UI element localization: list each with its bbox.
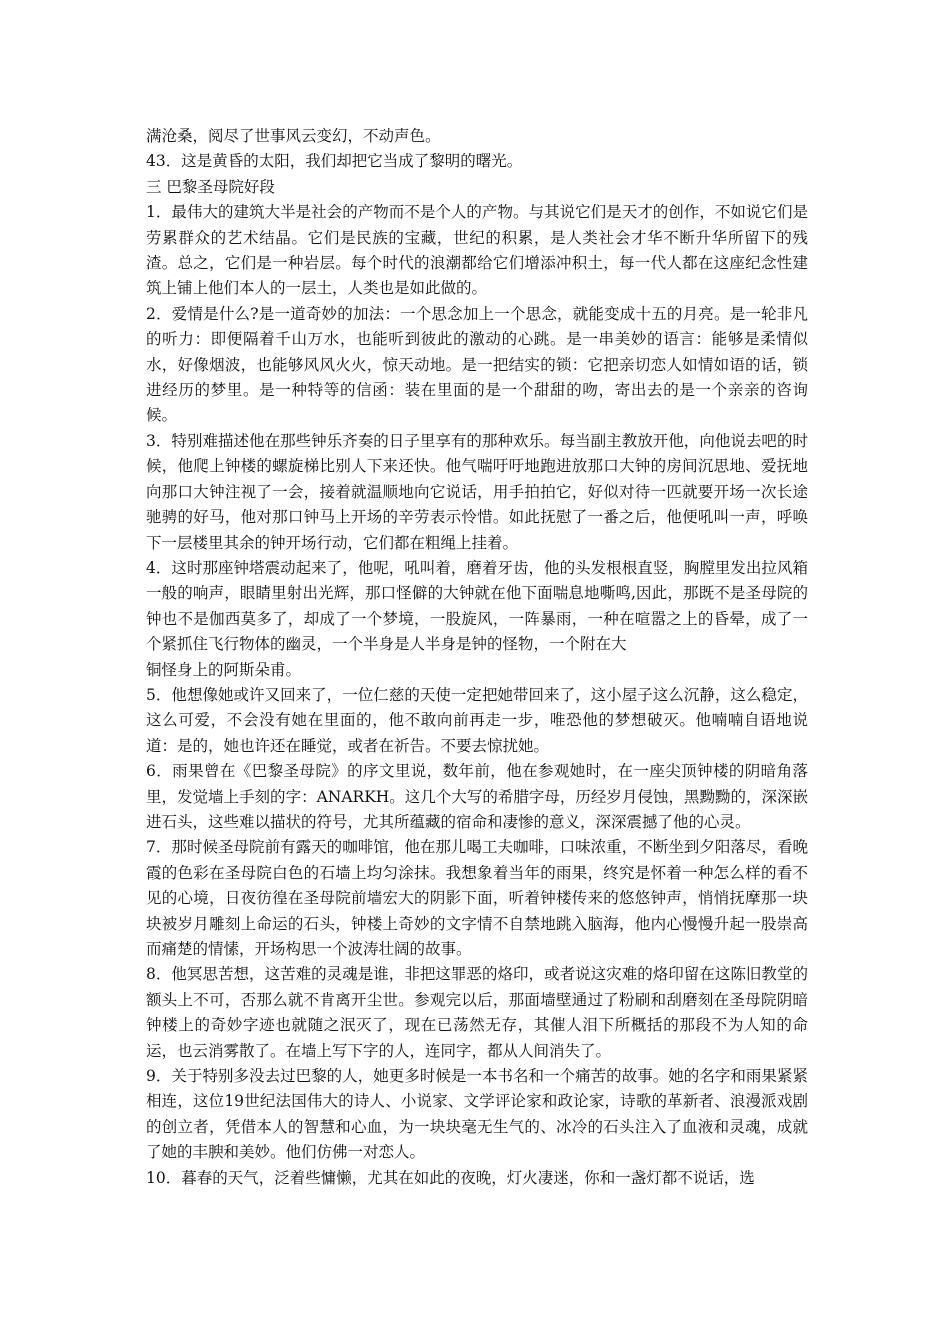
item-43: 43．这是黄昏的太阳，我们却把它当成了黎明的曙光。: [146, 152, 523, 171]
opening-line: 满沧桑，阅尽了世事风云变幻，不动声色。: [146, 127, 441, 145]
paragraph-5: 5．他想像她或许又回来了，一位仁慈的天使一定把她带回来了，这小屋子这么沉静，这么稳定，这么可爱，不会没有她在里面的，他不敢向前再走一步，唯恐他的梦想破灭。他喃喃自语地说道：是的，她也许还在睡觉，或者在祈告。不要去惊扰她。: [146, 685, 808, 755]
paragraph-3: 3．特别难描述他在那些钟乐齐奏的日子里享有的那种欢乐。每当副主教放开他，向他说去吧的时候，他爬上钟楼的螺旋梯比别人下来还快。他气喘吁吁地跑进放那口大钟的房间沉思地、爱抚地向那口大钟注视了一会，接着就温顺地向它说话，用手拍拍它，好似对待一匹就要开场一次长途驰骋的好马，他对那口钟马上开场的辛劳表示怜惜。如此抚慰了一番之后，他便吼叫一声，呼唤下一层楼里其余的钟开场行动，它们都在粗绳上挂着。: [146, 431, 808, 552]
section-heading: 三 巴黎圣母院好段: [146, 177, 275, 196]
paragraph-7: 7．那时候圣母院前有露天的咖啡馆，他在那儿喝工夫咖啡，口味浓重，不断坐到夕阳落尽，看晚霞的色彩在圣母院白色的石墙上均匀涂抹。我想象着当年的雨果，终究是怀着一种怎么样的看不见的心境，日夜彷徨在圣母院前墙宏大的阴影下面，听着钟楼传来的悠悠钟声，悄悄抚摩那一块块被岁月雕刻上命运的石头，钟楼上奇妙的文字情不自禁地跳入脑海，他内心慢慢升起一股崇高而痛楚的情愫，开场构思一个波涛壮阔的故事。: [146, 838, 808, 958]
paragraph-2: 2．爱情是什么?是一道奇妙的加法：一个思念加上一个思念，就能变成十五的月亮。是一轮非凡的听力：即便隔着千山万水，也能听到彼此的激动的心跳。是一串美妙的语言：能够是柔情似水，好像烟波，也能够风风火火，惊天动地。是一把结实的锁：它把亲切恋人如情如语的话，锁进经历的梦里。是一种特等的信函：装在里面的是一个甜甜的吻，寄出去的是一个亲亲的咨询候。: [146, 304, 808, 425]
paragraph-10: 10．暮春的天气，泛着些慵懒，尤其在如此的夜晚，灯火凄迷，你和一盏灯都不说话，选: [146, 1168, 755, 1187]
paragraph-8: 8．他冥思苦想，这苦难的灵魂是谁，非把这罪恶的烙印，或者说这灾难的烙印留在这陈旧教堂的额头上不可，否那么就不肯离开尘世。参观完以后，那面墙壁通过了粉刷和刮磨刻在圣母院阴暗钟楼上的奇妙字迹也就随之泯灭了，现在已荡然无存，其催人泪下所概括的那段不为人知的命运，也云消雾散了。在墙上写下字的人，连同字，都从人间消失了。: [146, 965, 808, 1060]
paragraph-1: 1．最伟大的建筑大半是社会的产物而不是个人的产物。与其说它们是天才的创作，不如说它们是劳累群众的艺术结晶。它们是民族的宝藏，世纪的积累，是人类社会才华不断升华所留下的残渣。总之，它们是一种岩层。每个时代的浪潮都给它们增添冲积土，每一代人都在这座纪念性建筑上铺上他们本人的一层土，人类也是如此做的。: [146, 203, 808, 298]
paragraph-9: 9．关于特别多没去过巴黎的人，她更多时候是一本书名和一个痛苦的故事。她的名字和雨果紧紧相连，这位19世纪法国伟大的诗人、小说家、文学评论家和政论家，诗歌的革新者、浪漫派戏剧的创立者，凭借本人的智慧和心血，为一块块毫无生气的、冰冷的石头注入了血液和灵魂，成就了她的丰腴和美妙。他们仿佛一对恋人。: [146, 1067, 808, 1162]
document-page: [146, 124, 808, 1191]
paragraph-4-continued: 铜怪身上的阿斯朵甫。: [146, 660, 302, 679]
paragraph-6: 6．雨果曾在《巴黎圣母院》的序文里说，数年前，他在参观她时，在一座尖顶钟楼的阴暗角落里，发觉墙上手刻的字：ANARKH。这几个大写的希腊字母，历经岁月侵蚀，黑黝黝的，深深嵌进石头，这些难以描状的符号，尤其所蕴藏的宿命和凄惨的意义，深深震撼了他的心灵。: [146, 762, 808, 831]
paragraph-4: 4．这时那座钟塔震动起来了，他呢，吼叫着，磨着牙齿，他的头发根根直竖，胸膛里发出拉风箱一般的响声，眼睛里射出光辉，那口怪僻的大钟就在他下面喘息地嘶鸣,因此，那既不是圣母院的钟也不是伽西莫多了，却成了一个梦境，一股旋风，一阵暴雨，一种在喧嚣之上的昏晕，成了一个紧抓住飞行物体的幽灵，一个半身是人半身是钟的怪物，一个附在大: [146, 558, 808, 654]
